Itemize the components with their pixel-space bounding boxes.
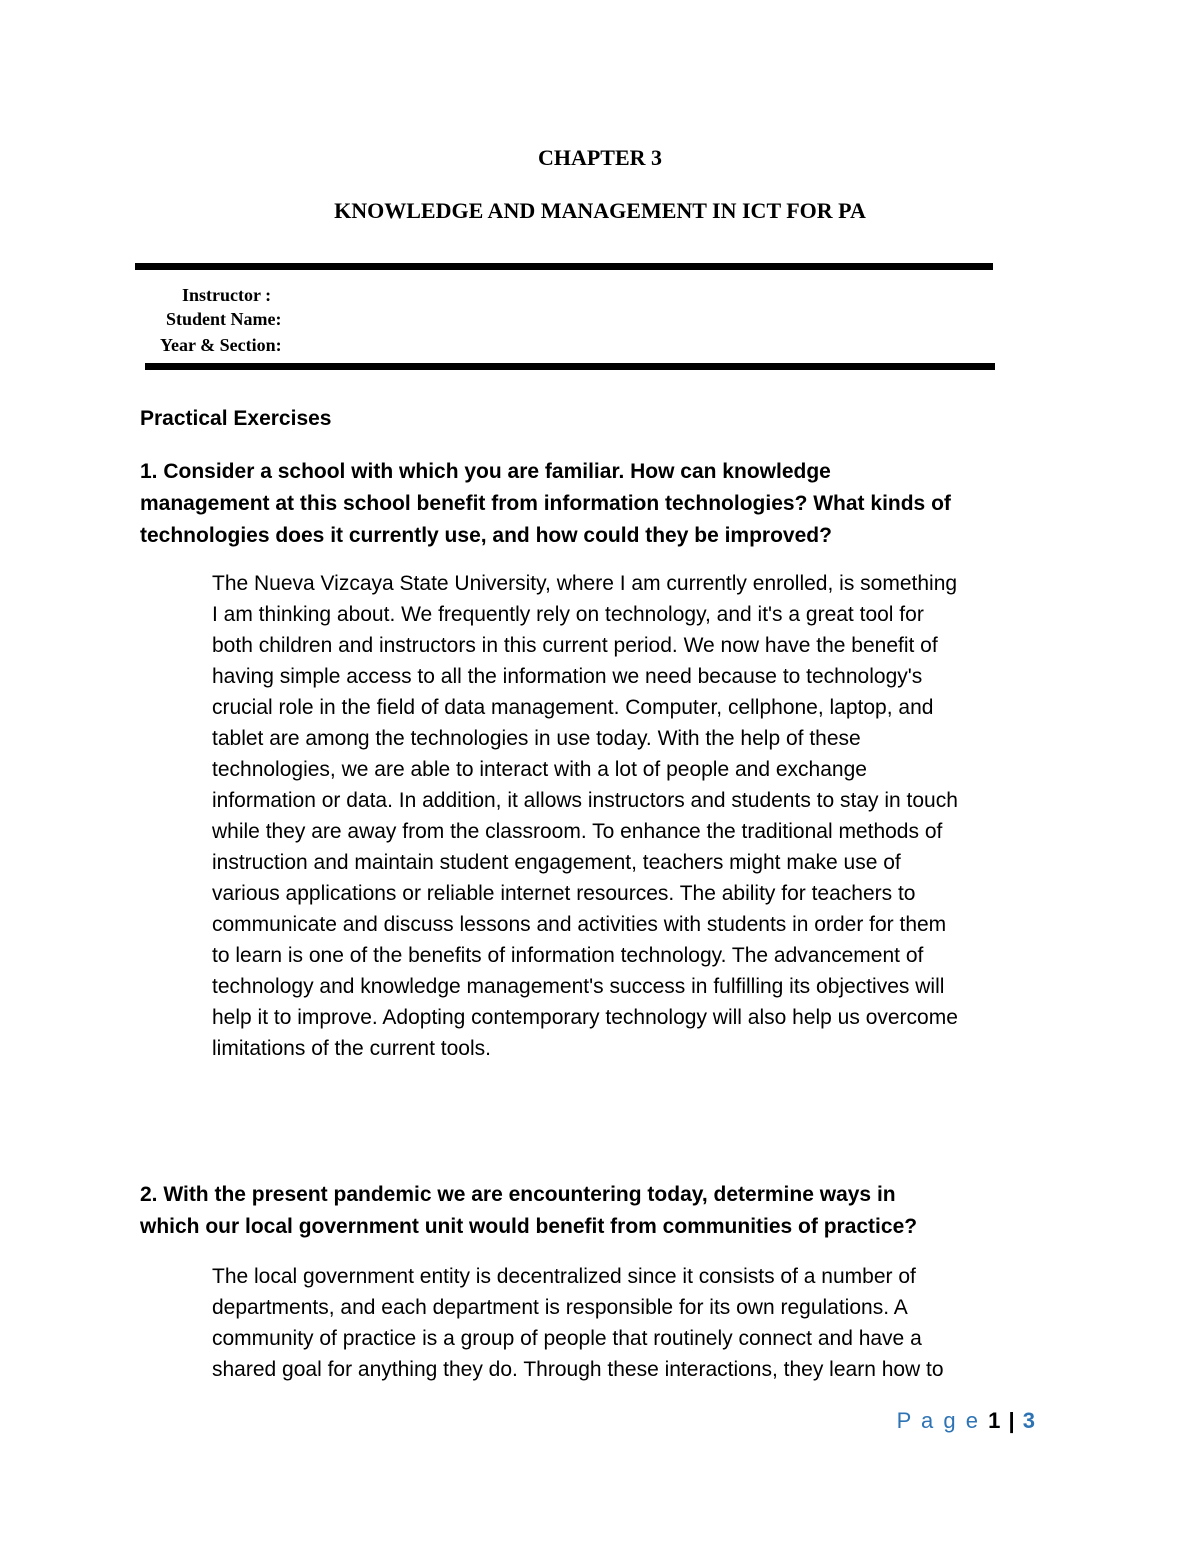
- answer-line: community of practice is a group of people that routinely connect and have a: [212, 1327, 922, 1350]
- instructor-label: Instructor :: [182, 285, 272, 305]
- answer-line: departments, and each department is responsible for its own regulations. A: [212, 1296, 908, 1319]
- section-heading: Practical Exercises: [140, 407, 332, 430]
- document-title: KNOWLEDGE AND MANAGEMENT IN ICT FOR PA: [334, 198, 866, 223]
- year-section-label: Year & Section:: [160, 335, 282, 355]
- question-line: technologies does it currently use, and how could they be improved?: [140, 524, 832, 547]
- answer-line: tablet are among the technologies in use today. With the help of these: [212, 727, 861, 750]
- chapter-label: CHAPTER 3: [537, 145, 663, 170]
- answer-line: The local government entity is decentralized since it consists of a number of: [212, 1265, 916, 1288]
- answer-line: crucial role in the field of data management. Computer, cellphone, laptop, and: [212, 696, 934, 719]
- answer-line: help it to improve. Adopting contemporary technology will also help us overcome: [212, 1006, 958, 1029]
- answer-2: [212, 1261, 1062, 1385]
- page-footer: [897, 1408, 1035, 1434]
- answer-line: limitations of the current tools.: [212, 1037, 491, 1060]
- answer-line: both children and instructors in this current period. We now have the benefit of: [212, 634, 938, 657]
- question-line: 1. Consider a school with which you are familiar. How can knowledge: [140, 460, 831, 483]
- answer-line: The Nueva Vizcaya State University, where I am currently enrolled, is something: [212, 572, 958, 595]
- answer-line: instruction and maintain student engagement, teachers might make use of: [212, 851, 901, 874]
- page-number: 1: [988, 1408, 1001, 1433]
- question-1: [140, 456, 1080, 552]
- question-line: 2. With the present pandemic we are encountering today, determine ways in: [140, 1183, 896, 1206]
- answer-line: technologies, we are able to interact with a lot of people and exchange: [212, 758, 867, 781]
- answer-line: various applications or reliable internet resources. The ability for teachers to: [212, 882, 916, 905]
- total-pages: 3: [1022, 1408, 1035, 1433]
- answer-line: I am thinking about. We frequently rely on technology, and it's a great tool for: [212, 603, 924, 626]
- page-label: P a g e: [896, 1408, 980, 1433]
- page-separator: |: [1008, 1408, 1015, 1433]
- answer-1: [212, 568, 1062, 1064]
- answer-line: information or data. In addition, it allows instructors and students to stay in touch: [212, 789, 958, 812]
- answer-line: communicate and discuss lessons and activities with students in order for them: [212, 913, 947, 936]
- bottom-divider: [145, 363, 995, 370]
- answer-line: to learn is one of the benefits of information technology. The advancement of: [212, 944, 924, 967]
- answer-line: shared goal for anything they do. Through these interactions, they learn how to: [212, 1358, 944, 1381]
- question-line: management at this school benefit from information technologies? What kinds of: [140, 492, 951, 515]
- answer-line: having simple access to all the information we need because to technology's: [212, 665, 923, 688]
- answer-line: while they are away from the classroom. To enhance the traditional methods of: [212, 820, 943, 843]
- question-line: which our local government unit would benefit from communities of practice?: [140, 1215, 918, 1238]
- question-2: [140, 1179, 1080, 1243]
- answer-line: technology and knowledge management's success in fulfilling its objectives will: [212, 975, 945, 998]
- top-divider: [135, 263, 993, 270]
- student-name-label: Student Name:: [166, 309, 282, 329]
